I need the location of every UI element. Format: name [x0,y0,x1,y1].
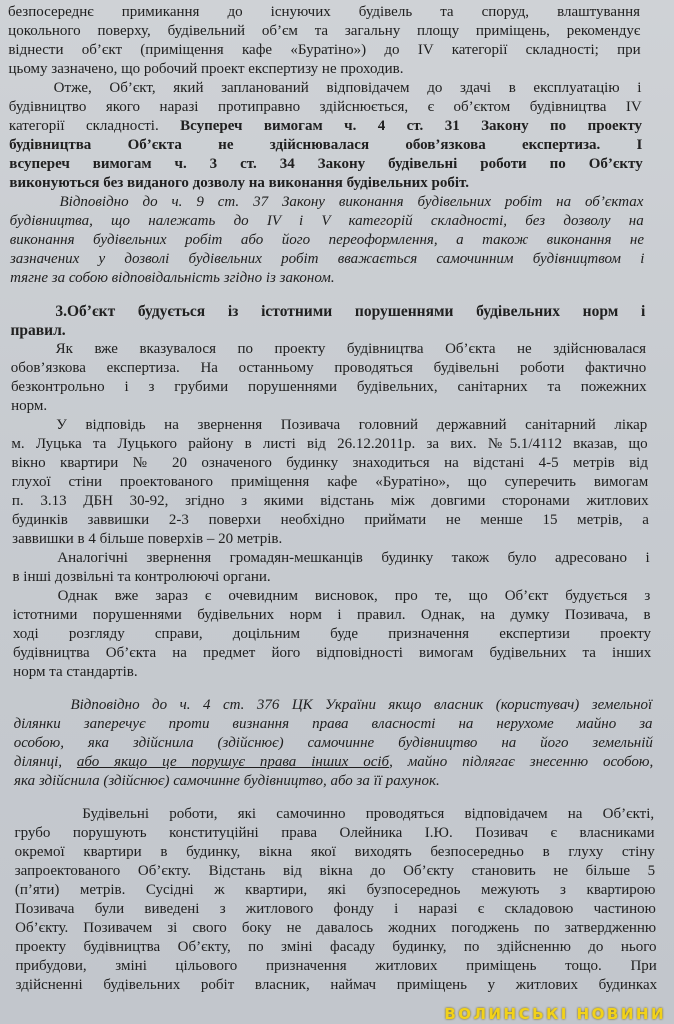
text-segment: Об’єкту. Позивачем зі свого боку не давалось жодних погоджень по затвердженню [15,920,657,936]
text-line [12,511,649,530]
text-segment: заввишки в 4 більше поверхів – 20 метрів. [12,531,283,547]
text-segment: Аналогічні звернення громадян-мешканців будинку також було адресовано і [57,550,650,566]
text-line [11,435,647,454]
text-segment: Отже, Об’єкт, який запланований відповідачем до здачі в експлуатацію і [53,80,642,96]
text-segment: будівництва Об’єкта на предмет його відповідності вимогам будівельних та інших [13,645,652,661]
text-line [8,3,640,22]
text-segment: Як вже вказувалося по проекту будівництва Об’єкта не здійснювалася [55,341,646,357]
text-segment: Відповідно до ч. 4 ст. 376 ЦК України якщо власник (користувач) земельної [70,697,653,713]
text-line [8,22,640,41]
text-segment: правил. [10,322,66,339]
text-segment: будівництво якого наразі протиправно здійснюється, є об’єктом будівництва IV [8,99,642,115]
text-line [70,696,652,715]
text-line [8,41,640,60]
text-line [9,117,642,136]
text-line [15,900,656,919]
text-line [60,193,644,212]
text-segment: безпосереднє примикання до існуючих будівель та споруд, влаштування [8,4,641,20]
bold-text: Всупереч вимогам ч. 4 ст. 31 Закону по проекту [180,118,643,134]
text-line [15,881,656,900]
text-line [12,530,649,549]
text-segment: віднести об’єкт (приміщення кафе «Буратіно») до IV категорії складності; при [8,42,641,58]
text-line [14,715,653,734]
text-line [11,359,647,378]
text-line [13,606,651,625]
text-segment: ділянці, [13,754,77,770]
text-segment: здійсненні будівельних робіт власник, наймач приміщень у житлових будинках [15,977,658,993]
text-line [10,231,644,250]
text-line [14,734,653,753]
text-line [11,321,646,340]
watermark-logo: ВОЛИНСЬКІ НОВИНИ [444,1005,666,1023]
text-segment: , майно підлягає знесенню особою, [389,754,654,770]
text-segment: У відповідь на звернення Позивача головний державний санітарний лікар [56,417,648,433]
text-segment: Будівельні роботи, які самочинно проводяться відповідачем на Об’єкті, [82,806,655,822]
text-line [12,492,649,511]
text-segment: окремої квартири в будинку, вікна якої виходять безпосередньо в глуху стіну [14,844,655,860]
text-line [9,155,643,174]
text-line [15,919,656,938]
text-line [13,644,651,663]
text-segment: норм. [11,398,48,414]
text-segment: запроектованого Об’єкту. Відстань від вікна до Об’єкту становить не більше 5 [14,863,656,879]
text-line [8,60,641,79]
text-segment: Відповідно до ч. 9 ст. 37 Закону виконання будівельних робіт на об’єктах [59,194,644,210]
text-line [54,79,642,98]
text-segment: Однак вже зараз є очевидним висновок, про те, що Об’єкт будується з [57,588,651,604]
text-segment: проекту будівництва Об’єкту, по зміні фасаду будинку, по здійсненню до нього [15,939,657,955]
underlined-text: або якщо це порушує права інших осіб [76,754,390,770]
text-segment: ході розгляду справи, доцільним буде призначення експертизи проекту [12,626,651,642]
text-segment: будівництва, що належать до IV і V категорій складності, без дозволу на [9,213,644,229]
text-segment: яка здійснила (здійснює) самочинне будівництво, або за її рахунок. [14,773,440,789]
text-segment: істотними порушеннями будівельних норм і правил. Однак, на думку Позивача, в [12,607,651,623]
text-segment: прибудови, зміні цільового призначення житлових приміщень тощо. При [15,958,657,974]
text-segment: цьому зазначено, що робочий проект експертизу не проходив. [8,61,404,77]
text-line [15,843,655,862]
bold-text: будівництва Об’єкта не здійснювалася обов’язкова експертиза. І [9,137,643,153]
text-segment: обов’язкова експертиза. На останньому проводяться будівельні роботи фактично [10,360,647,376]
text-line [16,976,658,995]
text-line [13,625,651,644]
text-segment: грубо порушують конституційні права Олейника І.Ю. Позивач є власниками [14,825,655,841]
text-line [56,416,647,435]
text-line [15,957,656,976]
text-segment: категорії складності. [8,118,181,134]
text-segment: в інші дозвільні та контролюючі органи. [12,569,271,585]
text-line [9,174,643,193]
text-line [11,378,647,397]
text-segment: 3.Об’єкт будується із істотними порушеннями будівельних норм і [55,303,646,320]
text-line [56,340,646,359]
text-segment: норм та стандартів. [13,664,138,680]
text-line [82,805,654,824]
text-line [12,568,650,587]
text-line [14,824,654,843]
text-segment: глухої стіни проектованого приміщення кафе «Буратіно», що суперечить вимогам [11,474,649,490]
text-line [10,212,644,231]
text-segment: особою, яка здійснила (здійснює) самочинне будівництво на його земельній [13,735,653,751]
text-line [10,250,644,269]
text-line [55,302,645,321]
text-segment: Позивача були виведені з житлового фонду і наразі є складовою частиною [15,901,656,917]
text-line [14,753,653,772]
text-line [12,473,649,492]
bold-text: виконуються без виданого дозволу на виконання будівельних робіт. [9,175,470,191]
text-line [12,454,648,473]
text-segment: цокольного поверху, будівельний об’єм та загальну площу приміщень, рекомендує [8,23,641,39]
text-segment: п. 3.13 ДБН 30-92, згідно з якими відстань між довгими сторонами житлових [11,493,649,509]
text-segment: виконання будівельних робіт або його переоформлення, а також виконання не [9,232,645,248]
text-line [15,862,655,881]
text-line [13,663,651,682]
text-line [11,397,647,416]
text-line [14,772,654,791]
text-line [9,136,642,155]
text-segment: м. Луцька та Луцького району в листі від 26.12.2011р. за вих. №5.1/4112 вказав, що [11,436,648,452]
text-line [58,587,651,606]
text-segment: тягне за собою відповідальність згідно із законом. [10,270,335,286]
text-segment: безконтрольно і з грубими порушеннями будівельних, санітарних та пожежних [10,379,647,395]
text-segment: будинків заввишки 2-3 поверхи необхідно приймати не менше 15 метрів, а [11,512,649,528]
text-line [57,549,649,568]
text-line [9,98,642,117]
text-segment: вікно квартири № 20 означеного будинку знаходиться на відстані 4-5 метрів від [11,455,648,471]
text-line [15,938,656,957]
text-segment: зазначених у дозволі будівельних робіт вважається самочинним будівництвом і [9,251,645,267]
text-segment: ділянки заперечує проти визнання права власності на нерухоме майно за [13,716,653,732]
text-segment: (п’яти) метрів. Сусідні ж квартири, які бузпосередноь межують з квартирою [14,882,656,898]
text-line [10,269,645,288]
bold-text: всупереч вимогам ч. 3 ст. 34 Закону будівельні роботи по Об’єкту [9,156,643,172]
